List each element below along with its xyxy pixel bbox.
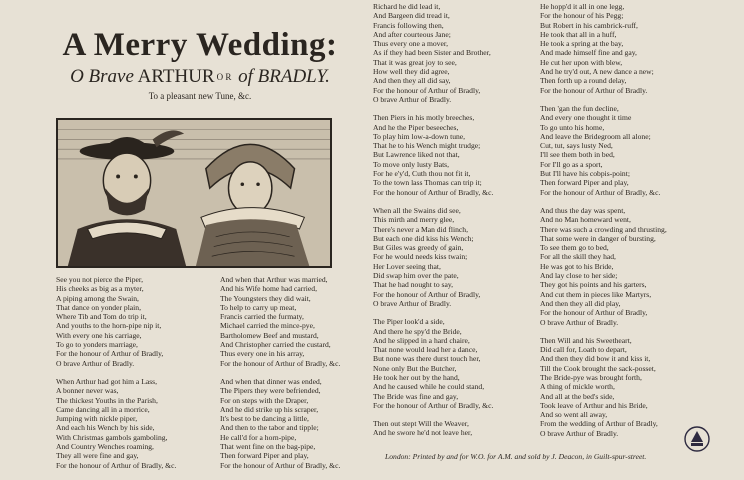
stanza <box>373 317 533 410</box>
stanza <box>56 377 216 470</box>
stanza <box>540 206 710 327</box>
verse-line: And he swore he'd not leave her, <box>373 428 473 438</box>
verse-line: And he did strike up his scraper, <box>220 404 319 414</box>
verse-line: For the honour of Arthur of Bradly, &c. <box>373 400 494 410</box>
verse-line: And all at the bed's side, <box>540 391 615 401</box>
verse-line: He took that all in a huff, <box>540 29 617 39</box>
verse-line: Francis carried the furmaty, <box>220 312 304 322</box>
verse-line: Francis following then, <box>373 20 444 30</box>
verse-line: Came dancing all in a morrice, <box>56 404 150 414</box>
verse-line: Took leave of Arthur and his Bride, <box>540 400 648 410</box>
woodcut-portraits-icon <box>56 118 332 268</box>
verse-line: And every one thought it time <box>540 113 632 123</box>
verse-line: And thus the day was spent, <box>540 205 626 215</box>
verse-line: Cut, tut, says lusty Ned, <box>540 141 613 151</box>
verse-line: As if they had been Sister and Brother, <box>373 48 491 58</box>
verse-line: From the wedding of Arthur of Bradly, <box>540 419 658 429</box>
verse-line: And there he spy'd the Bride, <box>373 326 462 336</box>
verse-line: And Christopher carried the custard, <box>220 340 331 350</box>
verse-line: When Arthur had got him a Lass, <box>56 376 158 386</box>
verse-line: He cut her upon with blew, <box>540 57 623 67</box>
verse-line: He hopp'd it all in one legg, <box>540 2 625 11</box>
verse-line: The Bride was fine and gay, <box>373 391 459 401</box>
verse-line: But Giles was greedy of gain, <box>373 243 464 253</box>
verse-line: And he caused while he could stand, <box>373 382 485 392</box>
verse-line: The thickest Youths in the Parish, <box>56 395 158 405</box>
verse-line: How well they did agree, <box>373 67 450 77</box>
verse-line: To play him low-a-down tune, <box>373 131 466 141</box>
verse-line: For the honour of Arthur of Bradly, &c. <box>220 358 341 368</box>
stanza <box>540 2 710 95</box>
verse-line: He took her out by the hand, <box>373 372 460 382</box>
verse-line: They all were fine and gay, <box>56 451 139 461</box>
verse-line: For the honour of Arthur of Bradly. <box>540 85 648 95</box>
verse-line: And then they all did say, <box>373 76 451 86</box>
verse-line: And then they did bow it and kiss it, <box>540 354 651 364</box>
verse-line: O brave Arthur of Bradly. <box>373 298 452 308</box>
verse-line: That some were in danger of bursting, <box>540 233 656 243</box>
verse-line: Then out stept Will the Weaver, <box>373 419 469 429</box>
subtitle-suffix: of BRADLY. <box>238 66 330 87</box>
verse-line: And he slipped in a hard chaire, <box>373 335 470 345</box>
verse-line: A thing of mickle worth, <box>540 382 615 392</box>
verse-column-1 <box>56 275 216 479</box>
subtitle-name: ARTHUR <box>137 66 215 87</box>
verse-line: There's never a Man did flinch, <box>373 224 468 234</box>
verse-line: To help to carry up meat, <box>220 302 297 312</box>
verse-line: Thus every one a mover, <box>373 39 448 49</box>
verse-line: For on steps with the Draper, <box>220 395 309 405</box>
verse-line: Then forward Piper and play, <box>220 451 309 461</box>
verse-line: To the town lass Thomas can trip it; <box>373 178 482 188</box>
verse-line: And his Wife home had carried, <box>220 284 317 294</box>
verse-line: Jumping with nickle piper, <box>56 414 138 424</box>
verse-line: He was got to his Bride, <box>540 261 614 271</box>
verse-line: And Bargeen did tread it, <box>373 11 450 21</box>
verse-line: And cut them in pieces like Martyrs, <box>540 289 652 299</box>
imprint-line: London: Printed by and for W.O. for A.M. and sold by J. Deacon, in Guilt-spur-street. <box>385 452 647 461</box>
verse-line: See you not pierce the Piper, <box>56 275 143 284</box>
verse-line: The Youngsters they did wait, <box>220 293 311 303</box>
stanza <box>373 419 533 438</box>
verse-line: For the honour of Arthur of Bradly, &c. <box>373 187 494 197</box>
verse-line: Her Lover seeing that, <box>373 261 441 271</box>
verse-line: It's best to be dancing a little, <box>220 414 309 424</box>
stanza <box>540 336 710 438</box>
verse-line: That he had nought to say, <box>373 280 454 290</box>
verse-line: A piping among the Swain, <box>56 293 139 303</box>
verse-line: Then forward Piper and play, <box>540 178 629 188</box>
verse-line: When all the Swains did see, <box>373 205 461 215</box>
verse-line: For the honour of Arthur of Bradly, &c. <box>220 460 341 470</box>
verse-line: The Pipers they were befriended, <box>220 386 321 396</box>
stanza <box>373 113 533 197</box>
verse-column-4 <box>540 2 710 447</box>
verse-line: Then Piers in his motly breeches, <box>373 113 475 123</box>
verse-line: For he e'y'd, Cuth thou not fit it, <box>373 169 471 179</box>
subtitle-or: O R <box>216 72 232 82</box>
verse-line: O brave Arthur of Bradly. <box>540 428 619 438</box>
verse-line: Richard he did lead it, <box>373 2 441 11</box>
verse-line: And he the Piper beseeches, <box>373 122 459 132</box>
verse-line: Then 'gan the fun decline, <box>540 103 619 113</box>
verse-column-2 <box>220 275 355 479</box>
verse-line: And Country Wenches roaming, <box>56 442 154 452</box>
verse-line: Then forth up a round delay, <box>540 76 627 86</box>
verse-line: He call'd for a horn-pipe, <box>220 432 297 442</box>
verse-line: For the honour of his Pegg; <box>540 11 624 21</box>
verse-line: For the honour of Arthur of Bradly, <box>373 85 481 95</box>
stanza <box>540 104 710 197</box>
stanza <box>220 275 355 368</box>
verse-line: They got his points and his garters, <box>540 280 647 290</box>
tune-note: To a pleasant new Tune, &c. <box>148 91 252 101</box>
verse-column-3 <box>373 2 533 447</box>
verse-line: And then they all did play, <box>540 298 621 308</box>
verse-line: With every one his carriage, <box>56 330 142 340</box>
verse-line: With Christmas gambols gamboling, <box>56 432 168 442</box>
verse-line: And leave the Bridegroom all alone; <box>540 131 651 141</box>
verse-line: Till the Cook brought the sack-posset, <box>540 363 656 373</box>
verse-line: Michael carried the mince-pye, <box>220 321 315 331</box>
verse-line: That none would lead her a dance, <box>373 345 478 355</box>
verse-line: That he to his Wench might trudge; <box>373 141 481 151</box>
verse-line: And after courteous Jane; <box>373 29 451 39</box>
verse-line: His cheeks as big as a myter, <box>56 284 144 294</box>
verse-line: But I'll have his cobpis-point; <box>540 169 630 179</box>
subtitle <box>30 66 370 88</box>
verse-line: Bartholomew Beef and mustard, <box>220 330 319 340</box>
verse-line: And youths to the horn-pipe nip it, <box>56 321 162 331</box>
verse-line: O brave Arthur of Bradly. <box>56 358 135 368</box>
verse-line: That dance on yonder plain, <box>56 302 141 312</box>
verse-line: For I'll go as a sport, <box>540 159 603 169</box>
verse-line: A bonner never was, <box>56 386 119 396</box>
verse-line: For the honour of Arthur of Bradly, &c. <box>540 187 661 197</box>
verse-line: For the honour of Arthur of Bradly, &c. <box>56 460 177 470</box>
verse-line: And no Man homeward went, <box>540 215 631 225</box>
verse-line: But Robert in his cambrick-ruff, <box>540 20 638 30</box>
verse-line: Did swap him over the pate, <box>373 271 459 281</box>
verse-line: And he try'd out, A new dance a new; <box>540 67 654 77</box>
verse-line: But Lawrence liked not that, <box>373 150 460 160</box>
verse-line: None only But the Butcher, <box>373 363 457 373</box>
verse-line: And lay close to her side; <box>540 271 618 281</box>
verse-line: And when that dinner was ended, <box>220 376 322 386</box>
verse-line: And then to the tabor and tipple; <box>220 423 319 433</box>
verse-line: And each his Wench by his side, <box>56 423 155 433</box>
verse-line: There was such a crowding and thrusting, <box>540 224 667 234</box>
verse-line: But each one did kiss his Wench; <box>373 233 474 243</box>
stanza <box>373 206 533 308</box>
verse-line: And when that Arthur was married, <box>220 275 328 284</box>
verse-line: For the honour of Arthur of Bradly, <box>373 289 481 299</box>
verse-line: O brave Arthur of Bradly. <box>540 317 619 327</box>
library-stamp-icon <box>682 424 712 454</box>
verse-line: To go to yonders marriage, <box>56 340 138 350</box>
verse-line: O brave Arthur of Bradly. <box>373 94 452 104</box>
stanza <box>373 2 533 104</box>
verse-line: Where Tib and Tom do trip it, <box>56 312 147 322</box>
stanza <box>220 377 355 470</box>
verse-line: Did call for, Loath to depart, <box>540 345 627 355</box>
verse-line: He took a spring at the bay, <box>540 39 624 49</box>
stanza <box>56 275 216 368</box>
verse-line: For the honour of Arthur of Bradly, <box>540 308 648 318</box>
verse-line: This mirth and merry glee, <box>373 215 455 225</box>
verse-line: But none was there durst touch her, <box>373 354 481 364</box>
verse-line: To see them go to bed, <box>540 243 609 253</box>
verse-line: To move only lusty Bats, <box>373 159 450 169</box>
subtitle-prefix: O Brave <box>70 66 134 87</box>
verse-line: To go unto his home, <box>540 122 605 132</box>
verse-line: That went fine on the bag-pipe, <box>220 442 316 452</box>
verse-line: And so went all away, <box>540 410 608 420</box>
verse-line: The Piper look'd a side, <box>373 317 445 327</box>
verse-line: I'll see them both in bed, <box>540 150 615 160</box>
page-title: A Merry Wedding: <box>62 27 338 63</box>
verse-line: For he would needs kiss twain; <box>373 252 468 262</box>
verse-line: Then Will and his Sweetheart, <box>540 335 632 345</box>
verse-line: And made himself fine and gay, <box>540 48 637 58</box>
verse-line: Thus every one in his array, <box>220 349 305 359</box>
verse-line: That it was great joy to see, <box>373 57 457 67</box>
verse-line: For the honour of Arthur of Bradly, <box>56 349 164 359</box>
title-block <box>30 26 370 101</box>
verse-line: For all the skill they had, <box>540 252 616 262</box>
verse-line: The Bride-pye was brought forth, <box>540 372 642 382</box>
